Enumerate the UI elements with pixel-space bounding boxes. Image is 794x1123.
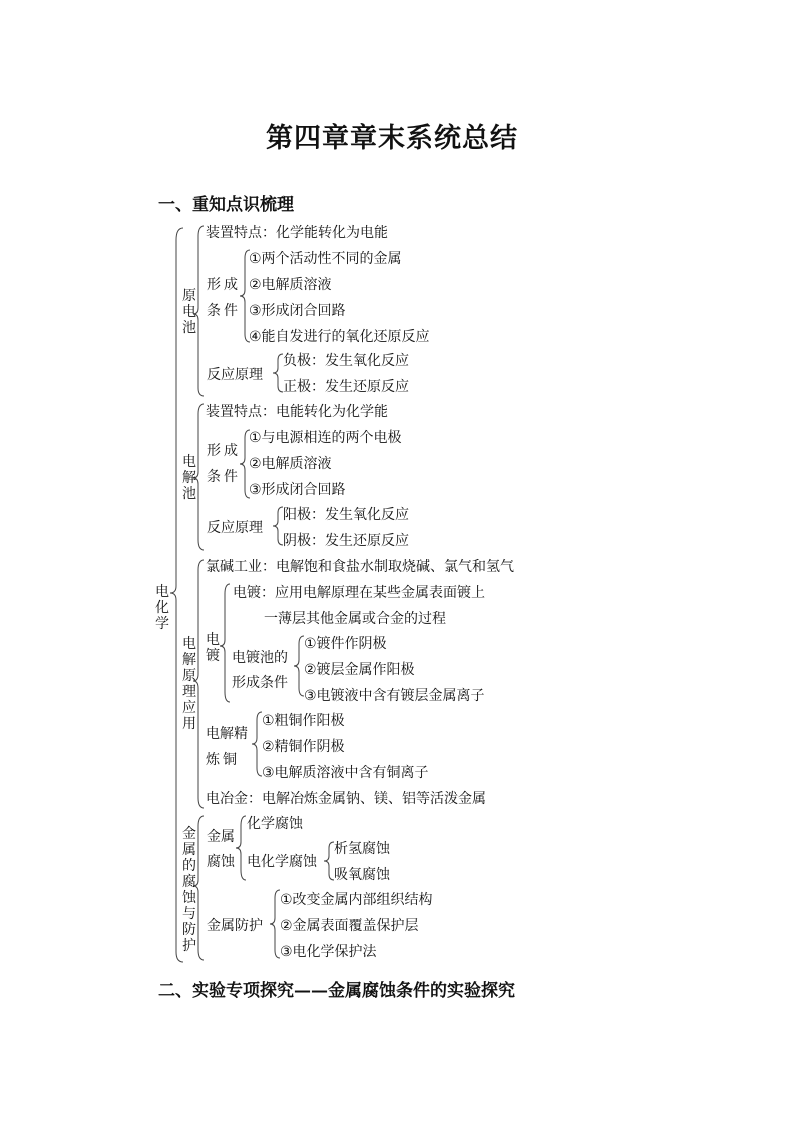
- chemical-corrosion: 化学腐蚀: [247, 816, 303, 832]
- galvanic-principle-label: 反应原理: [207, 367, 263, 383]
- refining-item: ②精铜作阴极: [262, 739, 345, 755]
- galvanic-cond: ④能自发进行的氧化还原反应: [249, 329, 430, 345]
- corrosion-label: 金属的腐蚀与防护: [182, 826, 196, 954]
- electrolytic-principle-label: 反应原理: [207, 520, 263, 536]
- protect-label: 金属防护: [207, 918, 263, 934]
- protection-item: ③电化学保护法: [280, 944, 377, 960]
- plating-cond: ①镀件作阴极: [304, 636, 387, 652]
- refining-item: ③电解质溶液中含有铜离子: [262, 765, 429, 781]
- electrolytic-cond: ③形成闭合回路: [249, 482, 346, 498]
- brace-refining: [252, 712, 262, 776]
- electrolytic-cond: ①与电源相连的两个电极: [249, 430, 402, 446]
- galvanic-cond-label-2: 条件: [207, 303, 241, 319]
- plating-cond: ②镀层金属作阳极: [304, 662, 415, 678]
- brace-plating-cell: [294, 636, 304, 696]
- electrolytic-label: 电解池: [182, 454, 196, 502]
- section-heading-2: 二、实验专项探究——金属腐蚀条件的实验探究: [158, 981, 515, 1001]
- brace-electrochem: [324, 842, 334, 880]
- electrolytic-feature: 装置特点：电能转化为化学能: [206, 404, 388, 420]
- corr-label-1: 金属: [207, 829, 235, 845]
- electrochem-type: 吸氧腐蚀: [334, 867, 390, 883]
- galvanic-cond-label-1: 形成: [207, 277, 241, 293]
- refining-label-2: 炼铜: [206, 752, 240, 768]
- brace-protection: [270, 890, 280, 958]
- electrolytic-cond-label-2: 条件: [207, 469, 241, 485]
- electrolytic-principle: 阴极：发生还原反应: [283, 533, 409, 549]
- plating-def-2: 一薄层其他金属或合金的过程: [264, 611, 446, 627]
- galvanic-principle: 正极：发生还原反应: [283, 379, 409, 395]
- metallurgy: 电冶金：电解冶炼金属钠、镁、铝等活泼金属: [206, 791, 486, 807]
- galvanic-cond: ①两个活动性不同的金属: [249, 251, 402, 267]
- galvanic-cond: ③形成闭合回路: [249, 303, 346, 319]
- electrolytic-principle: 阳极：发生氧化反应: [283, 507, 409, 523]
- electrolytic-cond: ②电解质溶液: [249, 456, 332, 472]
- brace-galvanic-principle: [273, 354, 283, 392]
- electrochem-type: 析氢腐蚀: [334, 841, 390, 857]
- brace-electrolytic-principle: [273, 507, 283, 545]
- plating-cell-label-2: 形成条件: [232, 675, 288, 691]
- galvanic-label: 原电池: [182, 288, 196, 336]
- electrochem-corrosion: 电化学腐蚀: [247, 854, 317, 870]
- protection-item: ①改变金属内部组织结构: [280, 892, 433, 908]
- galvanic-principle: 负极：发生氧化反应: [283, 353, 409, 369]
- plating-cond: ③电镀液中含有镀层金属离子: [304, 688, 485, 704]
- root-label: 电化学: [155, 584, 169, 632]
- galvanic-feature: 装置特点：化学能转化为电能: [206, 225, 388, 241]
- refining-label-1: 电解精: [206, 726, 248, 742]
- application-label: 电解原理应用: [182, 636, 196, 732]
- section-heading-1: 一、重知点识梳理: [158, 195, 294, 215]
- brace-plating: [220, 584, 230, 702]
- chlor-alkali: 氯碱工业：电解饱和食盐水制取烧碱、氯气和氢气: [206, 559, 514, 575]
- plating-label: 电镀: [206, 632, 220, 664]
- page-title: 第四章章末系统总结: [266, 123, 518, 154]
- plating-cell-label-1: 电镀池的: [232, 650, 288, 666]
- refining-item: ①粗铜作阳极: [262, 713, 345, 729]
- plating-def-1: 电镀：应用电解原理在某些金属表面镀上: [233, 585, 485, 601]
- protection-item: ②金属表面覆盖保护层: [280, 918, 419, 934]
- brace-corr-types: [236, 816, 246, 880]
- electrolytic-cond-label-1: 形成: [207, 443, 241, 459]
- corr-label-2: 腐蚀: [207, 854, 235, 870]
- galvanic-cond: ②电解质溶液: [249, 277, 332, 293]
